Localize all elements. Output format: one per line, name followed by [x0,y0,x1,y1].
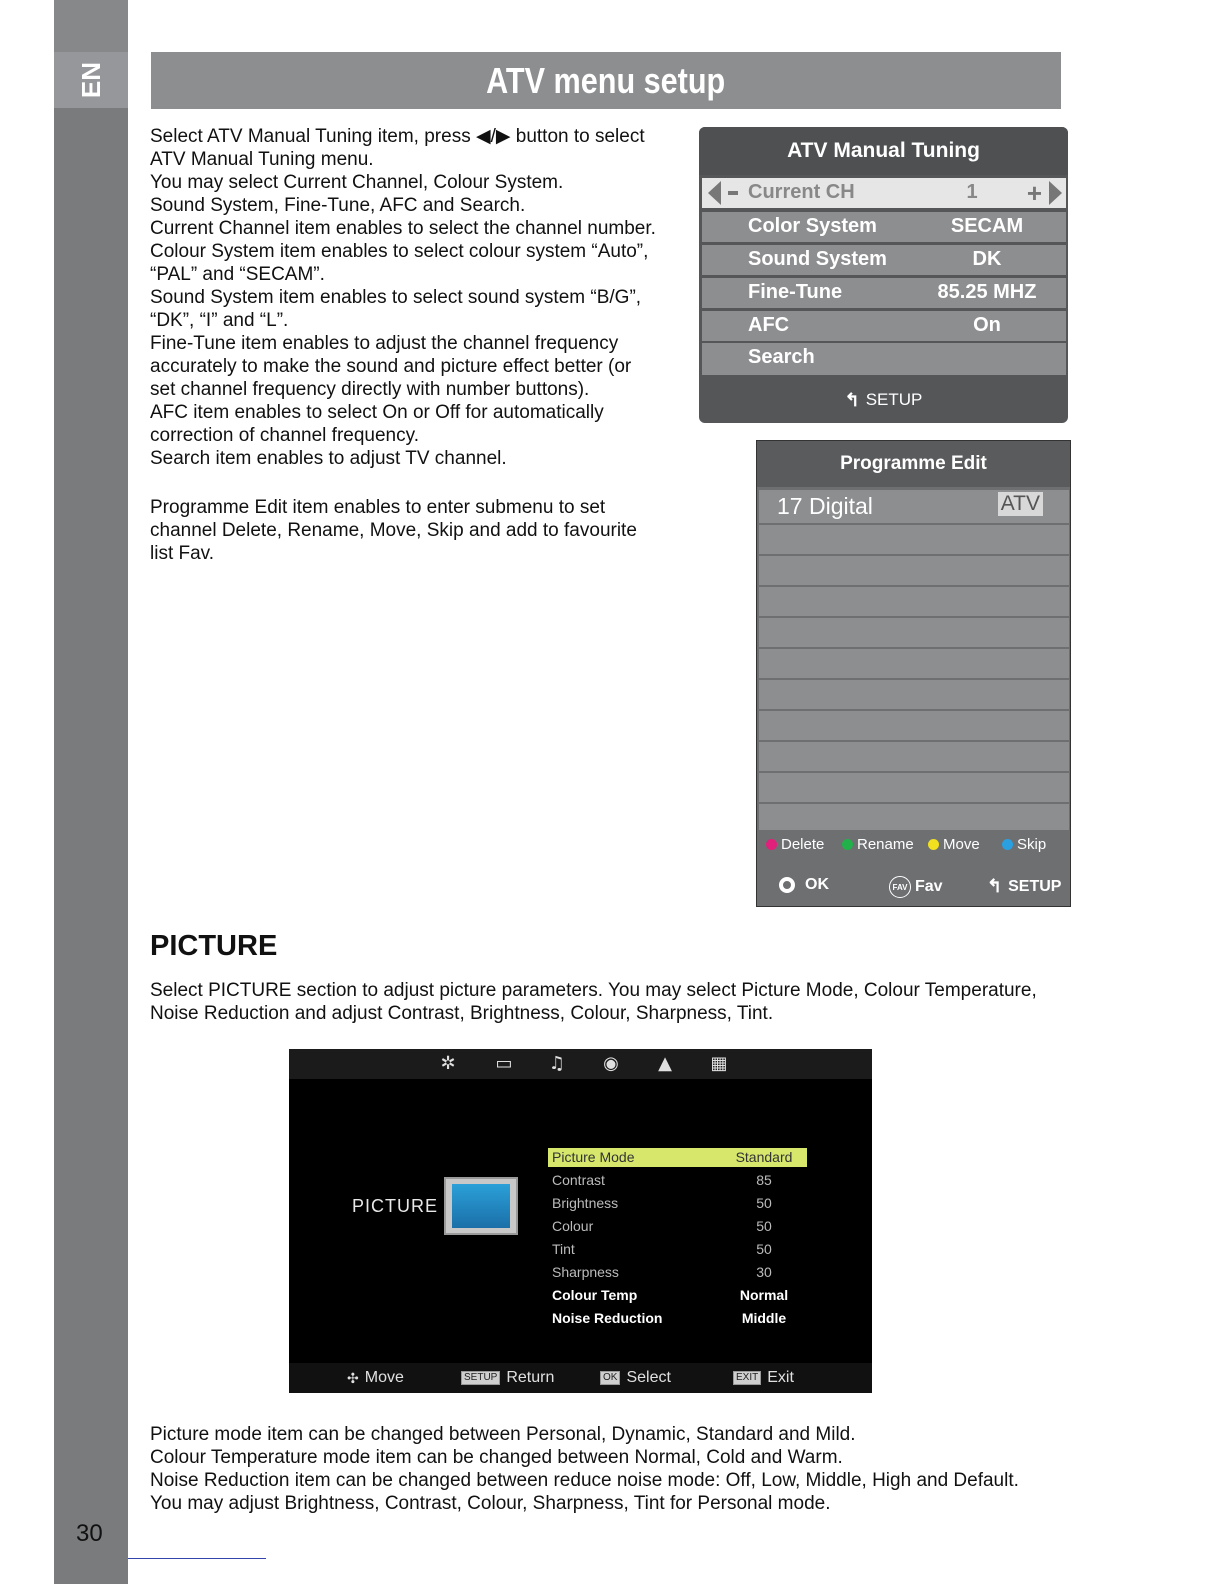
text-line: set channel frequency directly with number buttons). [150,379,590,400]
exit-key-icon: EXIT [733,1371,761,1385]
skip-key[interactable] [1002,836,1046,853]
red-dot-icon [766,839,777,850]
picture-row-contrast[interactable] [548,1171,807,1190]
fav-label: Fav [915,878,943,895]
channel-name: 17 Digital [777,493,873,519]
atv-row-label: Sound System [748,248,887,270]
picture-row-brightness[interactable] [548,1194,807,1213]
page-title: ATV menu setup [486,59,726,101]
text-line: correction of channel frequency. [150,425,419,446]
atv-row-fine-tune[interactable] [702,278,1066,308]
setup-label: SETUP [865,390,923,409]
text-line: channel Delete, Rename, Move, Skip and add to favourite [150,520,637,541]
move-label: Move [943,836,980,853]
text-line: Colour Temperature mode item can be changed between Normal, Cold and Warm. [150,1447,843,1468]
yellow-dot-icon [928,839,939,850]
color-key-legend [757,829,1070,861]
channel-row[interactable] [759,773,1069,804]
channel-row[interactable] [759,490,1069,525]
picture-notes [150,1423,1019,1515]
exit-label: Exit [767,1369,794,1386]
text-line: Current Channel item enables to select the channel number. [150,218,656,239]
text-line: Programme Edit item enables to enter submenu to set [150,497,606,518]
back-arrow-icon: ↰ [987,876,1003,896]
atv-row-value: 85.25 MHZ [937,281,1037,303]
atv-row-label: AFC [748,314,790,336]
fav-icon: FAV [889,876,911,898]
row-label: Picture Mode [552,1149,635,1165]
text-line: Select PICTURE section to adjust picture parameters. You may select Picture Mode, Colour Temperature, [150,980,1037,1001]
text-line: “DK”, “I” and “L”. [150,310,289,331]
channel-row[interactable] [759,711,1069,742]
row-value: Standard [735,1149,793,1165]
text-line: You may select Current Channel, Colour System. [150,172,564,193]
channel-type-badge: ATV [998,492,1043,516]
music-icon[interactable]: ♫ [548,1053,566,1074]
move-arrows-icon: ✣ [347,1369,359,1386]
move-key[interactable] [928,836,980,853]
text-line: You may adjust Brightness, Contrast, Colour, Sharpness, Tint for Personal mode. [150,1493,831,1514]
picture-row-tint[interactable] [548,1240,807,1259]
atv-row-value: 1 [966,181,978,203]
setup-label: SETUP [1008,877,1062,895]
ok-key-icon: OK [600,1371,620,1385]
footer-rule [128,1558,266,1559]
picture-menu-footer [289,1363,872,1393]
page-number: 30 [76,1520,103,1547]
green-dot-icon [842,839,853,850]
text-line: Search item enables to adjust TV channel. [150,448,507,469]
monitor-icon[interactable]: ▭ [495,1053,513,1074]
select-hint[interactable] [600,1369,671,1387]
left-arrow-icon[interactable] [708,181,721,205]
text-line: Noise Reduction item can be changed between reduce noise mode: Off, Low, Middle, High and Default. [150,1470,1019,1491]
atv-row-value: On [973,314,1001,336]
lock-icon[interactable]: ▲ [658,1053,672,1074]
text-line: Colour System item enables to select colour system “Auto”, [150,241,649,262]
row-value: 50 [756,1241,772,1257]
atv-row-afc[interactable] [702,311,1066,341]
text-line: accurately to make the sound and picture effect better (or [150,356,632,377]
language-label: EN [75,61,106,99]
picture-row-noise-reduction[interactable] [548,1309,807,1328]
grid-icon[interactable]: ▦ [710,1053,728,1074]
row-value: 50 [756,1218,772,1234]
page-title-bar [151,52,1061,109]
text-line: Picture mode item can be changed between Personal, Dynamic, Standard and Mild. [150,1424,856,1445]
text-line: ATV Manual Tuning menu. [150,149,374,170]
row-value: Middle [741,1310,787,1326]
atv-panel-title: ATV Manual Tuning [699,127,1068,175]
text-line: Sound System, Fine-Tune, AFC and Search. [150,195,526,216]
exit-hint[interactable] [733,1369,794,1387]
programme-edit-footer [757,866,1070,906]
minus-icon [728,191,738,195]
picture-menu-label: PICTURE [352,1196,439,1216]
picture-description [150,979,1037,1025]
skip-label: Skip [1017,836,1047,853]
select-label: Select [626,1369,671,1386]
ok-label: OK [805,876,829,893]
row-label: Brightness [552,1195,619,1211]
channel-row[interactable] [759,587,1069,618]
picture-thumbnail-icon [444,1177,518,1235]
atv-row-label: Current CH [748,181,855,203]
programme-edit-panel [756,440,1071,907]
return-hint[interactable] [461,1369,554,1387]
row-value: Normal [739,1287,789,1303]
plus-icon: + [1026,178,1042,208]
row-value: 85 [756,1172,772,1188]
atv-row-search[interactable] [702,343,1066,375]
clock-icon[interactable]: ◉ [603,1053,619,1074]
text-line: AFC item enables to select On or Off for automatically [150,402,604,423]
picture-row-colour[interactable] [548,1217,807,1236]
picture-row-mode[interactable] [548,1148,807,1167]
return-label: Return [506,1369,555,1386]
row-value: 30 [756,1264,772,1280]
atv-row-label: Search [748,346,815,368]
channel-row[interactable] [759,525,1069,556]
atv-row-value: SECAM [950,215,1024,237]
right-arrow-icon[interactable] [1049,181,1062,205]
text-line: “PAL” and “SECAM”. [150,264,325,285]
move-hint[interactable] [347,1369,404,1387]
sidebar-top [54,0,128,52]
programme-edit-title: Programme Edit [757,441,1070,487]
picture-row-colour-temp[interactable] [548,1286,807,1305]
atv-manual-tuning-panel [699,127,1068,423]
delete-label: Delete [781,836,825,853]
fav-key[interactable] [889,876,943,898]
atv-row-label: Color System [748,215,877,237]
channel-row[interactable] [759,649,1069,680]
text-line: list Fav. [150,543,215,564]
section-heading: PICTURE [150,930,278,962]
text-line: Sound System item enables to select sound system “B/G”, [150,287,642,308]
channel-row[interactable] [759,556,1069,587]
atv-row-value: DK [972,248,1002,270]
channel-row[interactable] [759,742,1069,773]
row-label: Colour Temp [552,1287,638,1303]
row-label: Sharpness [552,1264,619,1280]
row-label: Contrast [552,1172,605,1188]
blue-dot-icon [1002,839,1013,850]
row-value: 50 [756,1195,772,1211]
atv-row-sound-system[interactable] [702,245,1066,275]
back-arrow-icon: ↰ [844,389,860,410]
delete-key[interactable] [766,836,824,853]
rename-label: Rename [857,836,914,853]
rename-key[interactable] [842,836,914,853]
menu-icon-bar [289,1049,872,1079]
atv-description [150,125,656,470]
ok-icon [779,877,795,893]
channel-row[interactable] [759,618,1069,649]
atv-panel-footer[interactable] [699,385,1068,415]
row-label: Noise Reduction [552,1310,663,1326]
sidebar [54,0,128,1584]
text-line: Select ATV Manual Tuning item, press ◀/▶ button to select [150,126,645,147]
channel-row[interactable] [759,804,1069,830]
picture-menu-screen [289,1049,872,1393]
atv-row-current-ch[interactable] [702,178,1066,208]
programme-description [150,496,637,565]
setup-key[interactable] [987,876,1061,897]
setup-key-icon: SETUP [461,1371,500,1385]
row-label: Tint [552,1241,575,1257]
ok-key[interactable] [779,876,829,894]
atv-row-color-system[interactable] [702,212,1066,242]
row-label: Colour [552,1218,594,1234]
move-label: Move [364,1369,404,1386]
picture-row-sharpness[interactable] [548,1263,807,1282]
text-line: Fine-Tune item enables to adjust the channel frequency [150,333,619,354]
gear-icon[interactable]: ✲ [440,1053,456,1074]
channel-row[interactable] [759,680,1069,711]
text-line: Noise Reduction and adjust Contrast, Brightness, Colour, Sharpness, Tint. [150,1003,774,1024]
atv-row-label: Fine-Tune [748,281,843,303]
